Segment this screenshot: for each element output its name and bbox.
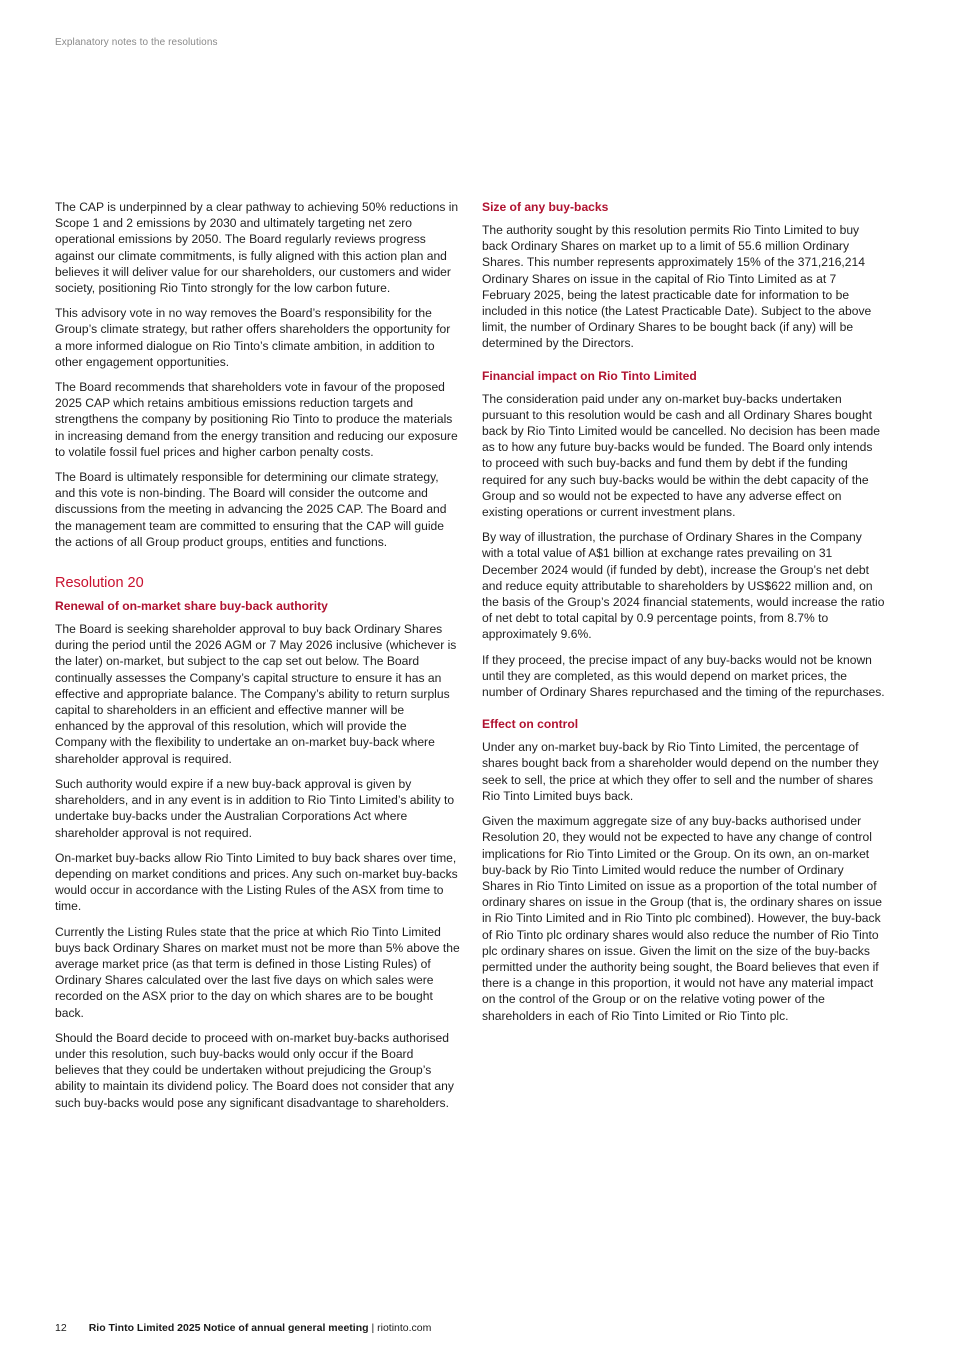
resolution-title: Resolution 20 xyxy=(55,575,144,592)
page-number: 12 xyxy=(55,1322,67,1334)
size-heading: Size of any buy-backs xyxy=(482,200,609,214)
climate-paragraph-1: The CAP is underpinned by a clear pathway to achieving 50% reductions in Scope 1 and 2 emissions by 2030 and ultimately targeting net zero operational emissions by 2050. The Board regularly reviews progress against our climate commitments, is fully aligned with this action plan and believes it will deliver value for our shareholders, our customers and wider society, positioning Rio Tinto strongly for the low carbon future. xyxy=(55,200,459,296)
page-footer xyxy=(55,1322,431,1334)
financial-paragraph-1: The consideration paid under any on-market buy-backs undertaken pursuant to this resolution would be cash and all Ordinary Shares bought back by Rio Tinto Limited would be cancelled. No decision has been made as to how any future buy-backs would be funded. The Board only intends to proceed with such buy-backs and fund them by debt if the funding required for any such buy-backs would be within the debt capacity of the Group and so would not be expected to have any adverse effect on existing operations or current investment plans. xyxy=(482,391,880,520)
running-head: Explanatory notes to the resolutions xyxy=(55,37,218,48)
financial-paragraph-3: If they proceed, the precise impact of any buy-backs would not be known until they are completed, as this would depend on market prices, the number of Ordinary Shares repurchased and the timing of the repurchases. xyxy=(482,652,885,700)
resolution-subheading: Renewal of on-market share buy-back authority xyxy=(55,599,328,614)
buyback-paragraph-5: Should the Board decide to proceed with on-market buy-backs authorised under this resolution, such buy-backs would only occur if the Board believes that they could be undertaken without prejudicing the Group’s ability to maintain its dividend policy. The Board does not consider that any such buy-backs would pose any significant disadvantage to shareholders. xyxy=(55,1030,454,1110)
website-link[interactable]: riotinto.com xyxy=(377,1322,432,1334)
financial-paragraph-2: By way of illustration, the purchase of Ordinary Shares in the Company with a total value of A$1 billion at exchange rates prevailing on 31 December 2024 would (if funded by debt), increase the Group’s net debt and reduce equity attributable to shareholders by US$622 million and, on the basis of the Group’s 2024 financial statements, would increase the ratio of net debt to total capital by 0.9 percentage points, from 8.7% to approximately 9.6%. xyxy=(482,530,885,642)
control-paragraph-2: Given the maximum aggregate size of any buy-backs authorised under Resolution 20, they would not be expected to have any change of control implications for Rio Tinto Limited or the Group. On its own, an on-market buy-back by Rio Tinto Limited would reduce the number of Ordinary Shares in Rio Tinto Limited on issue as a proportion of the total number of ordinary shares on issue in the Group (that is, the ordinary shares on issue in Rio Tinto Limited and in Rio Tinto plc combined). However, the buy-back of Rio Tinto plc ordinary shares would also reduce the number of Rio Tinto plc ordinary shares on issue. Given the limit on the size of the buy-backs permitted under the authority being sought, the Board believes that even if there is a change in this proportion, it would not have any material impact on the control of the Group or on the relative voting power of the shareholders in each of Rio Tinto Limited or Rio Tinto plc. xyxy=(482,814,882,1023)
buyback-paragraph-2: Such authority would expire if a new buy-back approval is given by shareholders, and in any event is in addition to Rio Tinto Limited’s ability to undertake buy-backs under the Australian Corporations Act where shareholder approval is not required. xyxy=(55,776,455,840)
climate-paragraph-2: This advisory vote in no way removes the Board’s responsibility for the Group’s climate strategy, but rather offers shareholders the opportunity for a more informed dialogue on Rio Tinto’s climate ambition, in addition to other engagement opportunities. xyxy=(55,306,451,369)
left-column xyxy=(55,199,460,1120)
financial-impact-heading: Financial impact on Rio Tinto Limited xyxy=(482,368,697,383)
buyback-paragraph-1: The Board is seeking shareholder approval to buy back Ordinary Shares during the period until the 2026 AGM or 7 May 2026 inclusive (whichever is the later) on-market, but subject to the cap set out below. The Board continually assesses the Company’s capital structure to ensure it has an effective and appropriate balance. The Company’s ability to return surplus capital to shareholders in an efficient and effective manner will be enhanced by the approval of this resolution, which will provide the Company with the flexibility to undertake an on-market buy-back where shareholder approval is required. xyxy=(55,622,457,766)
climate-paragraph-4: The Board is ultimately responsible for determining our climate strategy, and this vote is non-binding. The Board will consider the outcome and discussions from the meeting in advancing the 2025 CAP. The Board and the management team are committed to ensuring that the CAP will guide the actions of all Group product groups, entities and functions. xyxy=(55,470,447,549)
buyback-paragraph-3: On-market buy-backs allow Rio Tinto Limited to buy back shares over time, depending on market conditions and prices. Any such on-market buy-backs would occur in accordance with the Listing Rules of the ASX from time to time. xyxy=(55,850,458,914)
publication-title: Rio Tinto Limited 2025 Notice of annual general meeting xyxy=(88,1322,369,1334)
size-paragraph: The authority sought by this resolution permits Rio Tinto Limited to buy back Ordinary Shares on market up to a limit of 55.6 million Ordinary Shares. This number represents approximately 15% of the 371,216,214 Ordinary Shares on issue in the capital of Rio Tinto Limited as at 7 February 2025, being the latest practicable date for information to be included in this notice (the Latest Practicable Date). Subject to the above limit, the number of Ordinary Shares to be bought back (if any) will be determined by the Directors. xyxy=(482,223,872,351)
control-heading: Effect on control xyxy=(482,717,579,732)
footer-separator: | xyxy=(368,1322,378,1334)
right-column xyxy=(482,199,885,1033)
buyback-paragraph-4: Currently the Listing Rules state that the price at which Rio Tinto Limited buys back Ordinary Shares on market must not be more than 5% above the average market price (as that term is defined in those Listing Rules) of Ordinary Shares calculated over the last five days on which sales were recorded on the ASX prior to the day on which shares are to be bought back. xyxy=(55,924,460,1020)
climate-paragraph-3: The Board recommends that shareholders vote in favour of the proposed 2025 CAP which retains ambitious emissions reduction targets and strengthens the company by positioning Rio Tinto to produce the materials in increasing demand from the energy transition and reducing our exposure to volatile fossil fuel prices and higher carbon penalty costs. xyxy=(55,380,458,459)
control-paragraph-1: Under any on-market buy-back by Rio Tinto Limited, the percentage of shares bought back from a shareholder would depend on the number they seek to sell, the price at which they offer to sell and the number of shares Rio Tinto Limited buys back. xyxy=(482,740,879,803)
